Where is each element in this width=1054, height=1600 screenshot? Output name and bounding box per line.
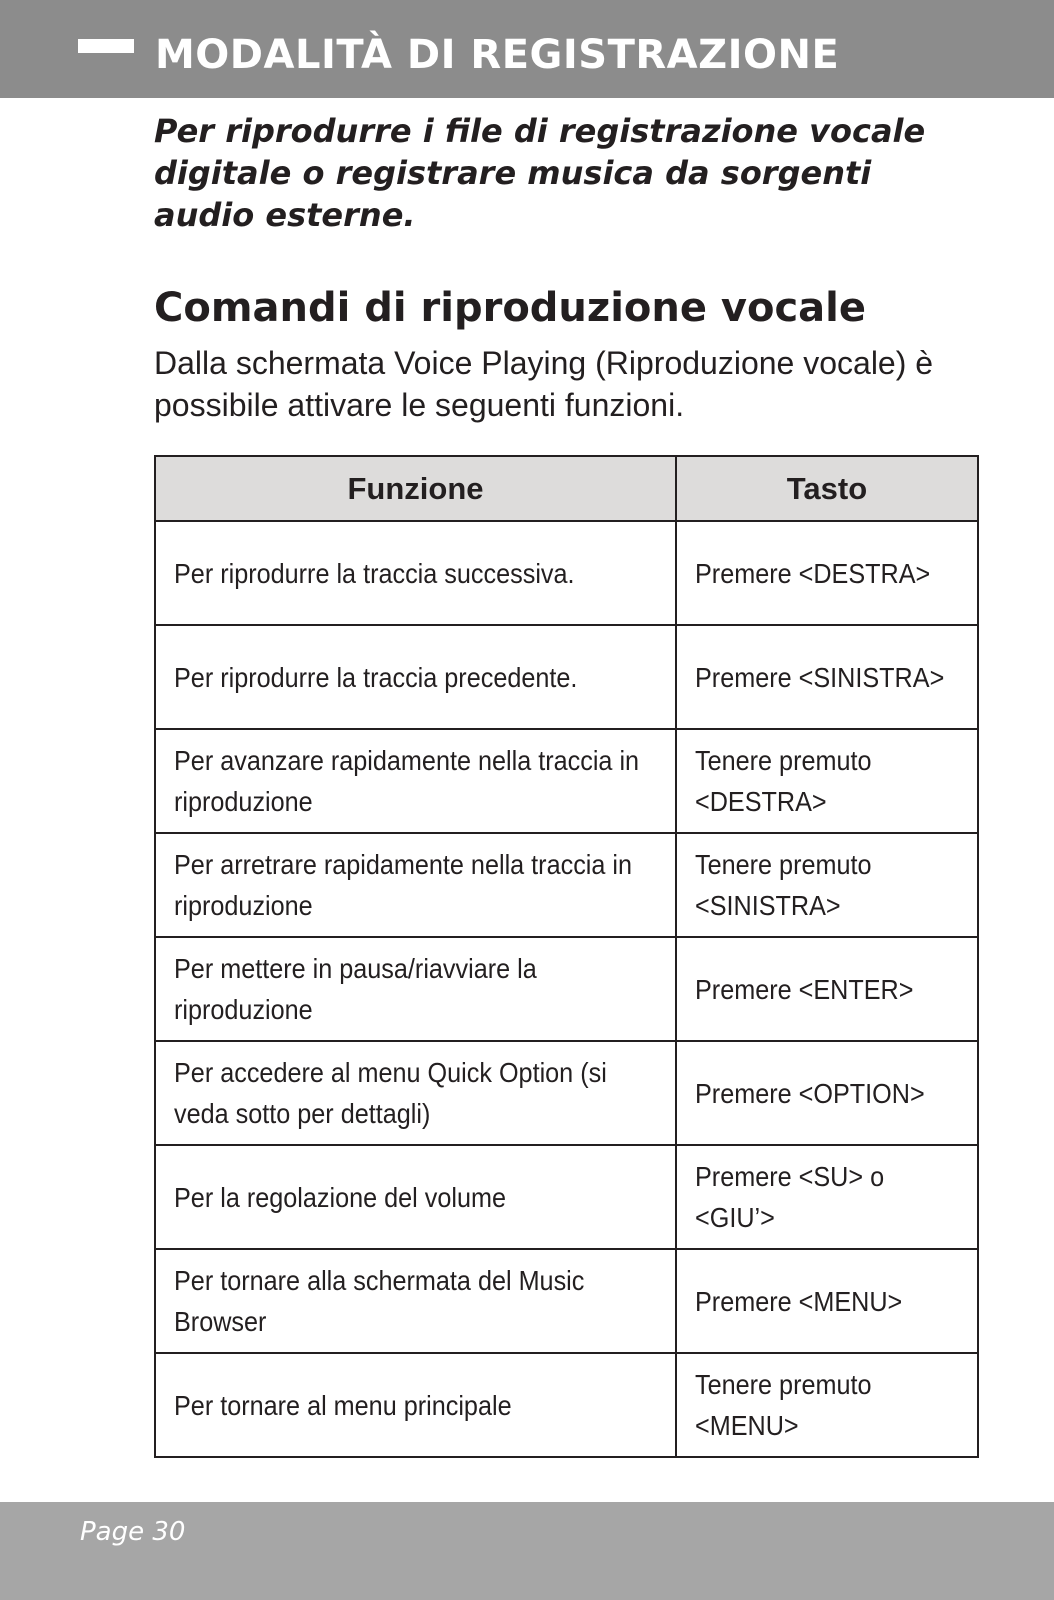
- key-text: Premere <DESTRA>: [695, 557, 931, 589]
- key-text: Premere <SINISTRA>: [695, 661, 945, 693]
- table-row: [155, 521, 978, 625]
- column-header-tasto: Tasto: [676, 456, 978, 521]
- table-row: [155, 1041, 978, 1145]
- header-bar: [0, 0, 1054, 98]
- table-row: [155, 937, 978, 1041]
- section-description: Dalla schermata Voice Playing (Riproduzione vocale) è possibile attivare le seguenti funzioni.: [154, 345, 934, 423]
- key-text: Premere <SU> o <GIU’>: [695, 1161, 885, 1233]
- table-row: [155, 1145, 978, 1249]
- key-cell: [676, 1041, 978, 1145]
- key-cell: [676, 521, 978, 625]
- function-text: Per tornare al menu principale: [174, 1389, 512, 1421]
- function-cell: [155, 1041, 676, 1145]
- table-row: [155, 833, 978, 937]
- table-row: [155, 625, 978, 729]
- commands-table: [154, 455, 979, 1458]
- table-row: [155, 1249, 978, 1353]
- key-text: Tenere premuto <MENU>: [695, 1369, 872, 1441]
- function-text: Per accedere al menu Quick Option (si veda sotto per dettagli): [174, 1057, 607, 1129]
- key-cell: [676, 625, 978, 729]
- key-text: Tenere premuto <SINISTRA>: [695, 849, 872, 921]
- page-number: Page 30: [80, 1517, 186, 1547]
- function-cell: [155, 1249, 676, 1353]
- key-cell: [676, 1249, 978, 1353]
- key-cell: [676, 1145, 978, 1249]
- key-cell: [676, 729, 978, 833]
- function-cell: [155, 1353, 676, 1457]
- function-text: Per tornare alla schermata del Music Browser: [174, 1265, 585, 1337]
- function-text: Per arretrare rapidamente nella traccia in riproduzione: [174, 849, 633, 921]
- table-row: [155, 729, 978, 833]
- function-text: Per riprodurre la traccia precedente.: [174, 661, 578, 693]
- function-cell: [155, 1145, 676, 1249]
- function-text: Per mettere in pausa/riavviare la riproduzione: [174, 953, 537, 1025]
- key-text: Premere <OPTION>: [695, 1077, 925, 1109]
- intro-text: Per riprodurre i file di registrazione vocale digitale o registrare musica da sorgenti audio esterne.: [154, 112, 926, 234]
- function-cell: [155, 625, 676, 729]
- function-cell: [155, 729, 676, 833]
- function-cell: [155, 521, 676, 625]
- key-text: Premere <ENTER>: [695, 973, 914, 1005]
- key-cell: [676, 1353, 978, 1457]
- key-text: Premere <MENU>: [695, 1285, 903, 1317]
- function-text: Per riprodurre la traccia successiva.: [174, 557, 575, 589]
- key-cell: [676, 833, 978, 937]
- key-text: Tenere premuto <DESTRA>: [695, 745, 872, 817]
- header-dash-decoration: [78, 39, 134, 53]
- page-header-title: MODALITÀ DI REGISTRAZIONE: [155, 32, 840, 78]
- key-cell: [676, 937, 978, 1041]
- column-header-funzione: Funzione: [155, 456, 676, 521]
- function-text: Per la regolazione del volume: [174, 1181, 507, 1213]
- table-header-row: [155, 456, 978, 521]
- table-row: [155, 1353, 978, 1457]
- section-title: Comandi di riproduzione vocale: [154, 285, 867, 331]
- function-cell: [155, 937, 676, 1041]
- function-text: Per avanzare rapidamente nella traccia in riproduzione: [174, 745, 640, 817]
- function-cell: [155, 833, 676, 937]
